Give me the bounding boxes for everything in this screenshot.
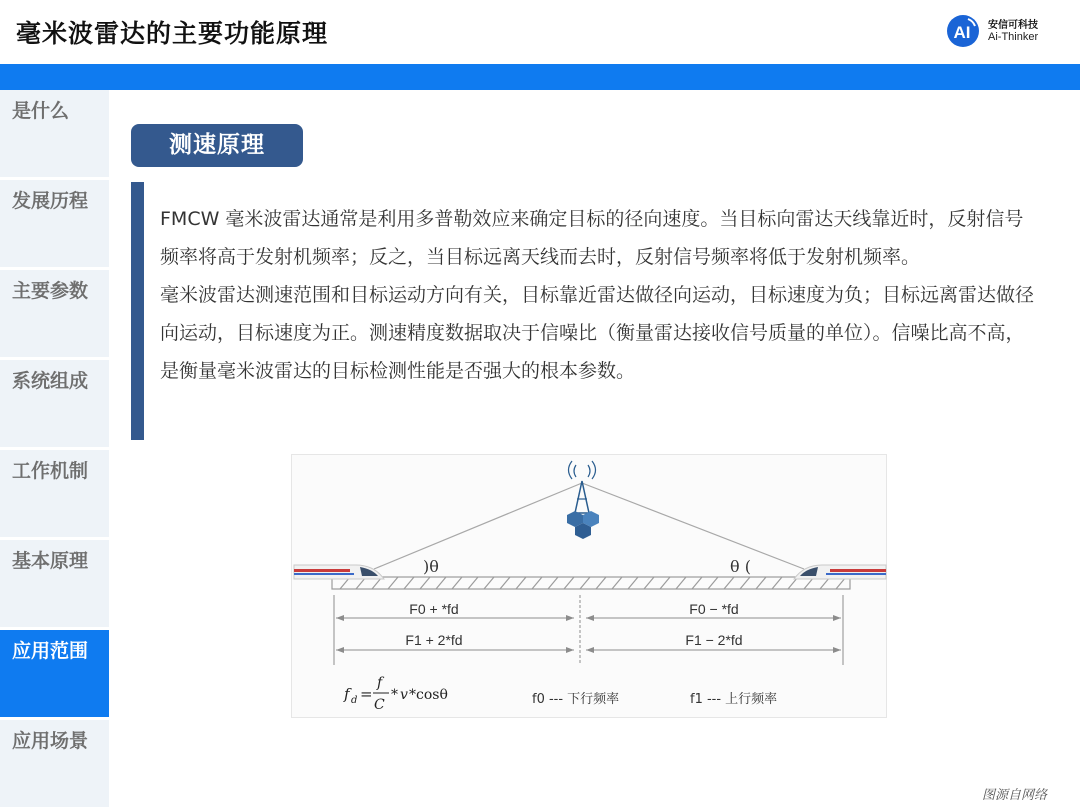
sidebar-item-principle[interactable] bbox=[0, 540, 109, 627]
svg-text:=: = bbox=[360, 685, 373, 703]
page-title: 毫米波雷达的主要功能原理 bbox=[16, 19, 329, 48]
signal-line-right bbox=[582, 483, 804, 569]
freq-right-upper: F0 − *fd bbox=[689, 601, 739, 617]
doppler-diagram-svg bbox=[292, 455, 888, 719]
svg-text:C: C bbox=[374, 697, 385, 713]
doppler-formula bbox=[343, 675, 448, 713]
svg-text:f: f bbox=[377, 675, 383, 691]
svg-text:d: d bbox=[351, 695, 358, 706]
sidebar-item-application-range[interactable] bbox=[0, 630, 109, 717]
logo-mark-text: AI bbox=[953, 23, 971, 42]
sidebar-item-label: 发展历程 bbox=[12, 190, 89, 212]
paragraph-doppler: FMCW 毫米波雷达通常是利用多普勒效应来确定目标的径向速度。当目标向雷达天线靠近时，反射信号频率将高于发射机频率；反之，当目标远离天线而去时，反射信号频率将低于发射机频率。 bbox=[160, 208, 1024, 268]
header-accent-bar bbox=[0, 64, 1080, 90]
legend-f0: f0 --- 下行频率 bbox=[532, 692, 620, 707]
sidebar-item-history[interactable] bbox=[0, 180, 109, 267]
svg-text:*cosθ: *cosθ bbox=[409, 687, 448, 703]
svg-text:v: v bbox=[400, 687, 408, 703]
svg-text:f: f bbox=[344, 685, 350, 703]
sidebar-item-label: 主要参数 bbox=[12, 280, 89, 302]
sidebar-item-system[interactable] bbox=[0, 360, 109, 447]
freq-left-lower: F1 + 2*fd bbox=[405, 632, 463, 648]
rail-track bbox=[332, 577, 850, 589]
sidebar-item-what[interactable] bbox=[0, 90, 109, 177]
sidebar-item-label: 是什么 bbox=[12, 100, 70, 122]
signal-line-left bbox=[374, 483, 582, 569]
sidebar-item-label: 工作机制 bbox=[12, 460, 89, 482]
logo-name-cn: 安信可科技 bbox=[988, 20, 1038, 31]
theta-right-label: θ ( bbox=[730, 557, 751, 576]
section-title: 测速原理 bbox=[131, 124, 303, 167]
sidebar-item-mechanism[interactable] bbox=[0, 450, 109, 537]
sidebar-item-label: 应用范围 bbox=[12, 640, 89, 662]
train-right-icon bbox=[794, 565, 886, 579]
sidebar-item-parameters[interactable] bbox=[0, 270, 109, 357]
sidebar-item-label: 应用场景 bbox=[12, 730, 89, 752]
freq-left-upper: F0 + *fd bbox=[409, 601, 459, 617]
header bbox=[0, 0, 1080, 64]
ai-logo-icon bbox=[946, 14, 980, 48]
body-text bbox=[160, 200, 1040, 390]
train-left-icon bbox=[294, 565, 384, 579]
sidebar-nav bbox=[0, 90, 109, 810]
freq-right-lower: F1 − 2*fd bbox=[685, 632, 743, 648]
doppler-diagram bbox=[291, 454, 887, 718]
sidebar-item-label: 系统组成 bbox=[12, 370, 89, 392]
logo-name-en: Ai-Thinker bbox=[988, 31, 1039, 43]
image-source-note: 图源自网络 bbox=[982, 788, 1048, 803]
sidebar-item-label: 基本原理 bbox=[12, 550, 89, 572]
svg-text:*: * bbox=[391, 687, 398, 703]
radar-tower-icon bbox=[567, 461, 599, 539]
legend-f1: f1 --- 上行频率 bbox=[690, 692, 778, 707]
paragraph-speed-range: 毫米波雷达测速范围和目标运动方向有关，目标靠近雷达做径向运动，目标速度为负；目标远离雷达做径向运动，目标速度为正。测速精度数据取决于信噪比（衡量雷达接收信号质量的单位）。信噪比高不高，是衡量毫米波雷达的目标检测性能是否强大的根本参数。 bbox=[160, 284, 1035, 382]
theta-left-label: )θ bbox=[423, 557, 439, 576]
quote-bar bbox=[131, 182, 144, 440]
sidebar-item-scenarios[interactable] bbox=[0, 720, 109, 807]
company-logo bbox=[946, 14, 1066, 50]
